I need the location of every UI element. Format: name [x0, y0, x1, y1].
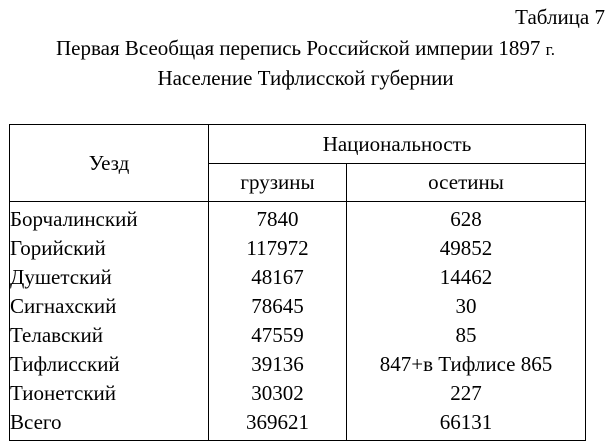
title-line-1-text: Первая Всеобщая перепись Российской империи 1897 [56, 36, 546, 60]
ossetians-cell: 847+в Тифлисе 865 [347, 350, 586, 379]
georgians-cell: 39136 [209, 350, 347, 379]
georgians-cell: 48167 [209, 263, 347, 292]
district-cell: Горийский [10, 234, 209, 263]
table-row [10, 234, 586, 263]
census-table [9, 124, 586, 441]
header-ossetians: осетины [347, 164, 586, 202]
table-row [10, 379, 586, 408]
table-row [10, 263, 586, 292]
ossetians-cell: 14462 [347, 263, 586, 292]
title-line-2: Население Тифлисской губернии [157, 66, 454, 90]
ossetians-cell: 227 [347, 379, 586, 408]
district-cell: Борчалинский [10, 202, 209, 235]
ossetians-cell: 30 [347, 292, 586, 321]
district-cell: Тифлисский [10, 350, 209, 379]
title-line-1-suffix: г. [545, 40, 555, 59]
header-district: Уезд [10, 125, 209, 202]
georgians-cell: 7840 [209, 202, 347, 235]
table-row [10, 350, 586, 379]
georgians-cell: 369621 [209, 408, 347, 441]
title-line-1 [0, 34, 611, 64]
table-number-label: Таблица 7 [515, 5, 605, 29]
table-body [10, 202, 586, 441]
header-georgians: грузины [209, 164, 347, 202]
ossetians-cell: 628 [347, 202, 586, 235]
georgians-cell: 117972 [209, 234, 347, 263]
ossetians-cell: 85 [347, 321, 586, 350]
ossetians-cell: 49852 [347, 234, 586, 263]
georgians-cell: 47559 [209, 321, 347, 350]
header-nationality: Национальность [209, 125, 586, 164]
table-row [10, 321, 586, 350]
georgians-cell: 30302 [209, 379, 347, 408]
table-row-total [10, 408, 586, 441]
ossetians-cell: 66131 [347, 408, 586, 441]
table-row [10, 202, 586, 235]
district-cell: Телавский [10, 321, 209, 350]
district-cell: Душетский [10, 263, 209, 292]
georgians-cell: 78645 [209, 292, 347, 321]
table-title [0, 34, 611, 92]
district-cell: Всего [10, 408, 209, 441]
district-cell: Тионетский [10, 379, 209, 408]
table-row [10, 292, 586, 321]
district-cell: Сигнахский [10, 292, 209, 321]
